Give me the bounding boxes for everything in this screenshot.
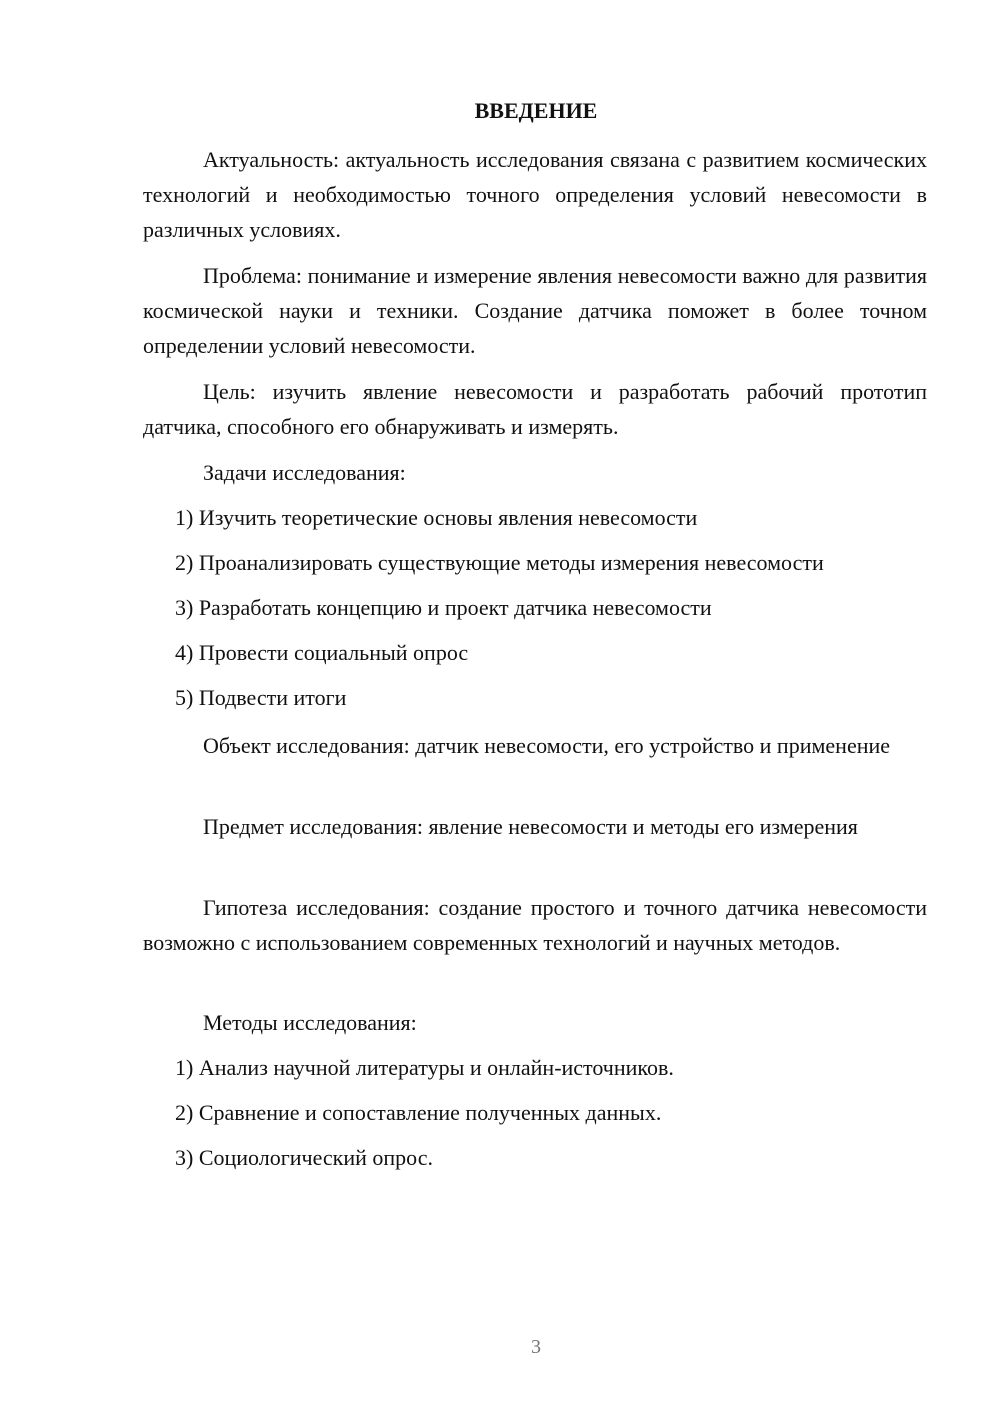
goal-paragraph: Цель: изучить явление невесомости и разработать рабочий прототип датчика, способного его обнаруживать и измерять. [143,379,927,439]
task-item: 3) Разработать концепцию и проект датчика невесомости [175,595,712,620]
task-item: 1) Изучить теоретические основы явления невесомости [175,505,698,530]
methods-heading: Методы исследования: [203,1010,417,1035]
task-item: 5) Подвести итоги [175,685,347,710]
subject-paragraph: Предмет исследования: явление невесомости и методы его измерения [203,814,858,839]
page-title: ВВЕДЕНИЕ [474,98,598,123]
task-item: 4) Провести социальный опрос [175,640,469,665]
method-item: 2) Сравнение и сопоставление полученных данных. [175,1100,662,1125]
task-item: 2) Проанализировать существующие методы измерения невесомости [175,550,824,575]
tasks-heading: Задачи исследования: [203,460,406,485]
hypothesis-paragraph: Гипотеза исследования: создание простого и точного датчика невесомости возможно с использованием современных технологий и научных методов. [143,895,927,955]
object-paragraph: Объект исследования: датчик невесомости, его устройство и применение [203,733,891,758]
method-item: 1) Анализ научной литературы и онлайн-источников. [175,1055,674,1080]
method-item: 3) Социологический опрос. [175,1145,433,1170]
page-number: 3 [531,1336,541,1358]
problem-paragraph: Проблема: понимание и измерение явления невесомости важно для развития космической науки и техники. Создание датчика поможет в более точном определении условий невесомости. [143,263,927,358]
relevance-paragraph: Актуальность: актуальность исследования связана с развитием космических технологий и необходимостью точного определения условий невесомости в различных условиях. [143,147,927,242]
